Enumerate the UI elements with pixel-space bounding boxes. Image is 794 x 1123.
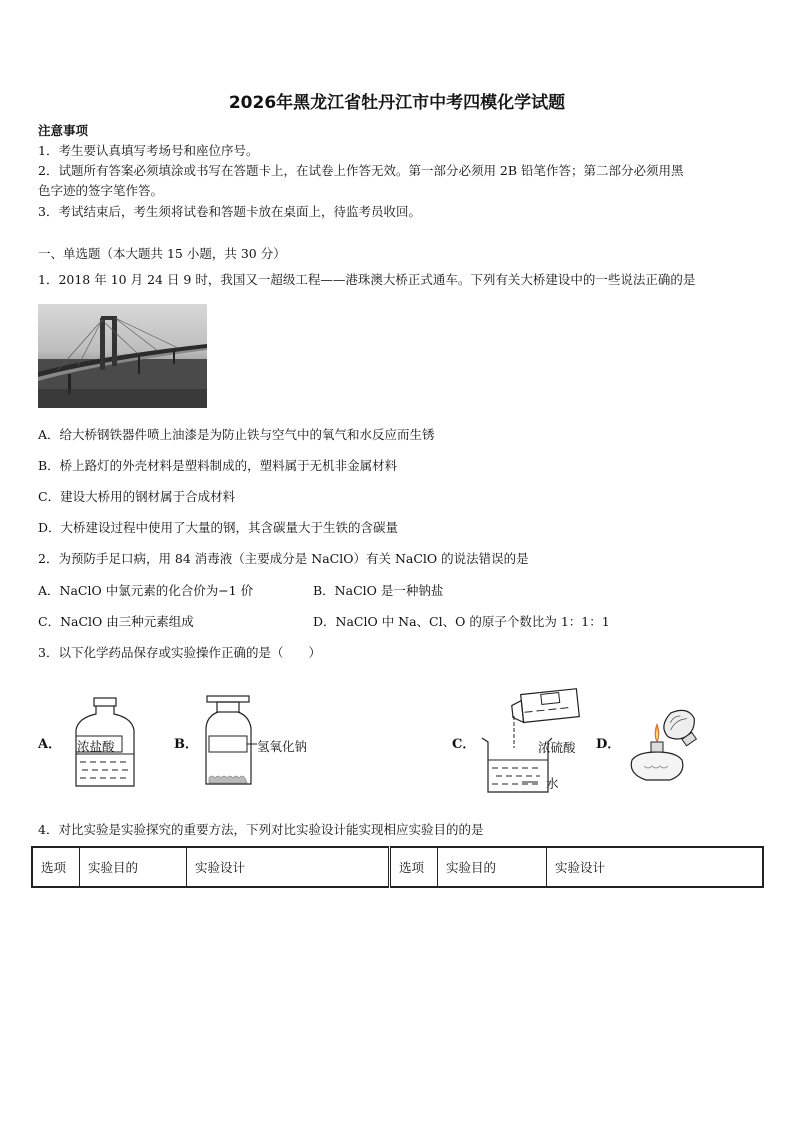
label-naoh: 氢氧化钠: [257, 739, 308, 754]
q1-stem: 1．2018 年 10 月 24 日 9 时，我国又一超级工程——港珠澳大桥正式通车。下列有关大桥建设中的一些说法正确的是: [38, 272, 696, 287]
notice-heading: 注意事项: [38, 123, 89, 138]
q2-stem: 2．为预防手足口病，用 84 消毒液（主要成分是 NaClO）有关 NaClO 的说法错误的是: [38, 551, 529, 566]
dilution-figure-c: [476, 688, 596, 798]
reagent-bottle-figure-b: [203, 694, 323, 792]
reagent-bottle-figure-a: [72, 696, 148, 792]
table-row: [32, 847, 763, 887]
q4-stem: 4．对比实验是实验探究的重要方法，下列对比实验设计能实现相应实验目的的是: [38, 822, 484, 837]
q1-option-b: B．桥上路灯的外壳材料是塑料制成的，塑料属于无机非金属材料: [38, 458, 398, 473]
q3-label-d: D．: [596, 737, 621, 752]
q1-option-a: A．给大桥钢铁器件喷上油漆是为防止铁与空气中的氧气和水反应而生锈: [38, 427, 435, 442]
notice-item: 色字迹的签字笔作答。: [38, 183, 164, 198]
q3-label-a: A．: [38, 737, 62, 752]
q4-options-table: [31, 846, 764, 888]
label-conc-h2so4: 浓硫酸: [538, 740, 576, 755]
exam-title: 2026年黑龙江省牡丹江市中考四模化学试题: [228, 93, 566, 113]
q3-label-c: C．: [452, 737, 476, 752]
table-header: 选项: [390, 847, 438, 887]
q3-stem: 3．以下化学药品保存或实验操作正确的是（ ）: [38, 645, 321, 660]
section-heading: 一、单选题（本大题共 15 小题，共 30 分）: [38, 246, 286, 261]
q1-option-d: D．大桥建设过程中使用了大量的钢，其含碳量大于生铁的含碳量: [38, 520, 399, 535]
label-water: 水: [546, 776, 559, 791]
label-conc-hcl: 浓盐酸: [77, 739, 115, 754]
bridge-photo: [38, 304, 207, 408]
q2-option-a: A．NaClO 中氯元素的化合价为−1 价: [38, 583, 254, 598]
q2-option-d: D．NaClO 中 Na、Cl、O 的原子个数比为 1：1：1: [313, 614, 610, 629]
table-header: 实验目的: [438, 847, 547, 887]
q1-option-c: C．建设大桥用的钢材属于合成材料: [38, 489, 236, 504]
q3-label-b: B．: [174, 737, 198, 752]
table-header: 实验目的: [80, 847, 187, 887]
q2-option-b: B．NaClO 是一种钠盐: [313, 583, 444, 598]
q2-option-c: C．NaClO 由三种元素组成: [38, 614, 194, 629]
notice-item: 2．试题所有答案必须填涂或书写在答题卡上，在试卷上作答无效。第一部分必须用 2B 铅笔作答；第二部分必须用黑: [38, 163, 684, 178]
table-header: 选项: [32, 847, 80, 887]
notice-item: 3．考试结束后，考生须将试卷和答题卡放在桌面上，待监考员收回。: [38, 204, 421, 219]
table-header: 实验设计: [547, 847, 764, 887]
alcohol-lamp-figure-d: [624, 700, 704, 786]
notice-item: 1．考生要认真填写考场号和座位序号。: [38, 143, 259, 158]
table-header: 实验设计: [187, 847, 390, 887]
